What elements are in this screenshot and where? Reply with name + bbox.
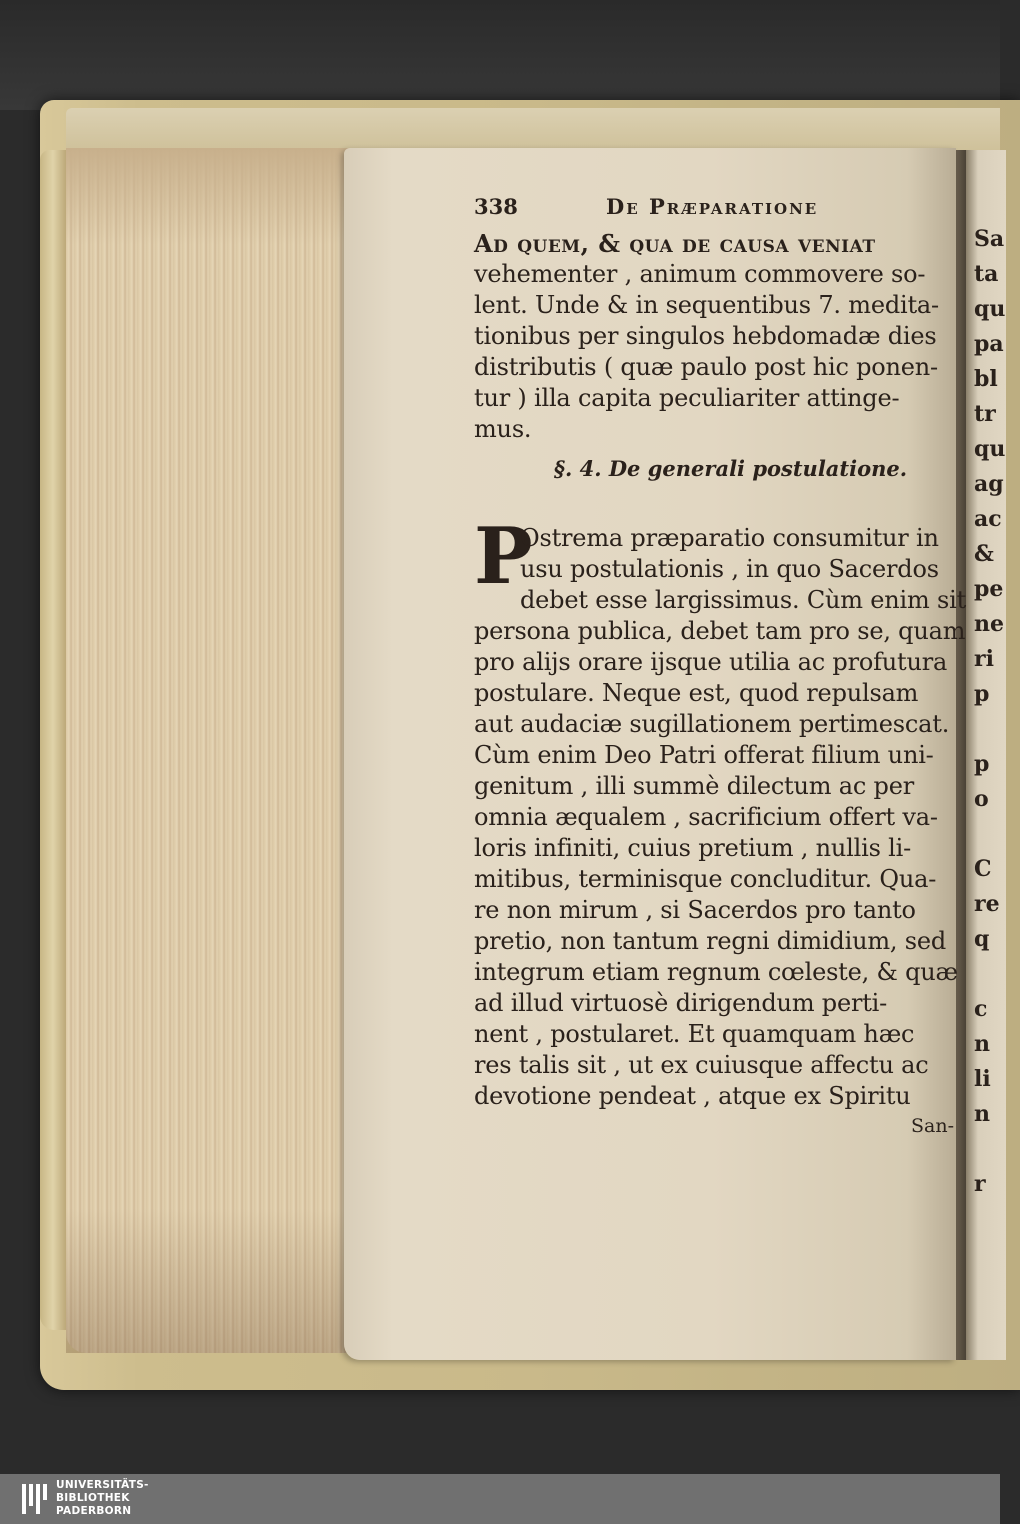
- facing-page-fragment: Sa: [974, 226, 1005, 252]
- text-line: pretio, non tantum regni dimidium, sed: [474, 927, 947, 955]
- page-header: [474, 188, 964, 228]
- text-line: tur ) illa capita peculiariter attinge-: [474, 384, 900, 412]
- text-line: omnia æqualem , sacrificium offert va-: [474, 803, 938, 831]
- text-line: Cùm enim Deo Patri offerat filium uni-: [474, 741, 934, 769]
- facing-page-fragment: o: [974, 786, 989, 812]
- facing-page-fragment: p: [974, 681, 990, 707]
- facing-page-fragment: [974, 1132, 1004, 1167]
- text-line: genitum , illi summè dilectum ac per: [474, 772, 914, 800]
- section-heading: §. 4. De generali postulatione.: [554, 456, 908, 481]
- facing-page-fragment: re: [974, 891, 1000, 917]
- page-stack-edge: [66, 148, 356, 1353]
- running-head: De Præparatione: [606, 194, 819, 219]
- facing-page-fragment: ag: [974, 471, 1004, 497]
- facing-page-fragment: pa: [974, 331, 1004, 357]
- facing-page-fragment: tr: [974, 401, 996, 427]
- text-line: re non mirum , si Sacerdos pro tanto: [474, 896, 916, 924]
- text-line: tionibus per singulos hebdomadæ dies: [474, 322, 937, 350]
- text-line: pro alijs orare ijsque utilia ac profutura: [474, 648, 948, 676]
- logo-line: UNIVERSITÄTS-: [56, 1479, 149, 1491]
- text-line: aut audaciæ sugillationem pertimescat.: [474, 710, 950, 738]
- facing-page-text-edge: [974, 222, 1004, 1202]
- facing-page-fragment: r: [974, 1171, 986, 1197]
- library-logo-text: [56, 1479, 149, 1518]
- footer-bar: [0, 1474, 1000, 1524]
- facing-page-fragment: qu: [974, 296, 1006, 322]
- library-logo-icon: [22, 1484, 48, 1514]
- facing-page-fragment: C: [974, 856, 992, 882]
- facing-page-fragment: [974, 712, 1004, 747]
- text-line: res talis sit , ut ex cuiusque affectu ac: [474, 1051, 929, 1079]
- text-line: integrum etiam regnum cœleste, & quæ: [474, 958, 958, 986]
- facing-page-fragment: q: [974, 926, 990, 952]
- facing-page-fragment: [974, 817, 1004, 852]
- facing-page-fragment: n: [974, 1101, 990, 1127]
- text-line: Ad quem, & qua de causa veniat: [474, 229, 876, 258]
- text-line: debet esse largissimus. Cùm enim sit: [520, 586, 967, 614]
- facing-page-fragment: n: [974, 1031, 990, 1057]
- logo-line: BIBLIOTHEK: [56, 1492, 130, 1504]
- facing-page-fragment: ta: [974, 261, 999, 287]
- logo-line: PADERBORN: [56, 1505, 132, 1517]
- text-line: ad illud virtuosè dirigendum perti-: [474, 989, 888, 1017]
- facing-page-fragment: pe: [974, 576, 1004, 602]
- text-line: vehementer , animum commovere so-: [474, 260, 926, 288]
- page-text: [474, 188, 967, 1140]
- facing-page-fragment: bl: [974, 366, 998, 392]
- text-line: nent , postularet. Et quamquam hæc: [474, 1020, 915, 1048]
- page-number: 338: [474, 194, 518, 219]
- catchword: San-: [910, 1115, 954, 1137]
- facing-page-fragment: p: [974, 751, 990, 777]
- text-line: distributis ( quæ paulo post hic ponen-: [474, 353, 938, 381]
- paragraph: [474, 511, 967, 1112]
- text-line: postulare. Neque est, quod repulsam: [474, 679, 919, 707]
- facing-page-fragment: li: [974, 1066, 991, 1092]
- book-spine-edge: [40, 150, 66, 1330]
- facing-page-fragment: qu: [974, 436, 1006, 462]
- facing-page-fragment: &: [974, 541, 994, 567]
- drop-cap: P: [474, 511, 533, 602]
- text-line: mitibus, terminisque concluditur. Qua-: [474, 865, 937, 893]
- text-line: usu postulationis , in quo Sacerdos: [520, 555, 939, 583]
- background: [0, 0, 1000, 110]
- facing-page-fragment: c: [974, 996, 988, 1022]
- facing-page-fragment: [974, 957, 1004, 992]
- text-line: loris infiniti, cuius pretium , nullis li-: [474, 834, 912, 862]
- facing-page-fragment: ne: [974, 611, 1004, 637]
- text-line: devotione pendeat , atque ex Spiritu: [474, 1082, 911, 1110]
- facing-page-fragment: ri: [974, 646, 994, 672]
- facing-page-fragment: ac: [974, 506, 1002, 532]
- text-line: Ostrema præparatio consumitur in: [520, 524, 939, 552]
- text-line: mus.: [474, 415, 532, 443]
- text-line: lent. Unde & in sequentibus 7. medita-: [474, 291, 939, 319]
- text-line: persona publica, debet tam pro se, quam: [474, 617, 966, 645]
